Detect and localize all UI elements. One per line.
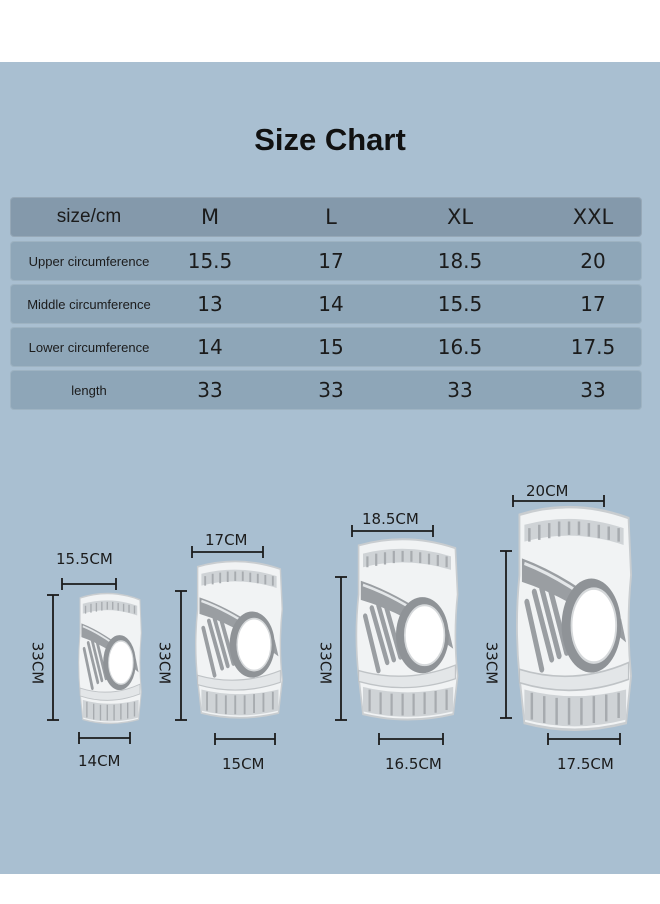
- fig4-top-dimension: 20CM: [526, 482, 569, 500]
- fig1-top-dimension: 15.5CM: [56, 550, 113, 568]
- table-cell: 33: [447, 378, 473, 402]
- fig2-top-dimension: 17CM: [205, 531, 248, 549]
- fig4-side-dimension: 33CM: [482, 641, 501, 685]
- page-title: Size Chart: [254, 122, 406, 157]
- row-label: length: [71, 382, 107, 398]
- header-label: size/cm: [56, 206, 122, 227]
- header-size-xxl: XXL: [572, 205, 614, 229]
- table-cell: 20: [580, 249, 606, 273]
- header-size-xl: XL: [446, 205, 474, 229]
- header-size-m: M: [200, 205, 220, 229]
- fig1-bottom-dimension: 14CM: [78, 752, 121, 770]
- table-cell: 13: [197, 292, 223, 316]
- table-cell: 33: [197, 378, 223, 402]
- table-cell: 14: [197, 335, 223, 359]
- fig1-side-dimension: 33CM: [28, 641, 47, 685]
- fig3-bottom-dimension: 16.5CM: [385, 755, 442, 773]
- table-cell: 15: [318, 335, 344, 359]
- table-cell: 18.5: [437, 249, 483, 273]
- table-cell: 17.5: [570, 335, 616, 359]
- fig2-bottom-dimension: 15CM: [222, 755, 265, 773]
- table-cell: 17: [580, 292, 606, 316]
- table-cell: 33: [580, 378, 606, 402]
- table-cell: 17: [318, 249, 344, 273]
- fig3-top-dimension: 18.5CM: [362, 510, 419, 528]
- row-label: Middle circumference: [27, 296, 151, 312]
- fig3-side-dimension: 33CM: [316, 641, 335, 685]
- fig2-side-dimension: 33CM: [155, 641, 174, 685]
- header-size-l: L: [325, 205, 337, 229]
- table-cell: 16.5: [437, 335, 483, 359]
- table-cell: 14: [318, 292, 344, 316]
- table-cell: 15.5: [437, 292, 483, 316]
- table-cell: 15.5: [187, 249, 233, 273]
- row-label: Lower circumference: [28, 339, 150, 355]
- fig4-bottom-dimension: 17.5CM: [557, 755, 614, 773]
- row-label: Upper circumference: [28, 253, 150, 269]
- table-cell: 33: [318, 378, 344, 402]
